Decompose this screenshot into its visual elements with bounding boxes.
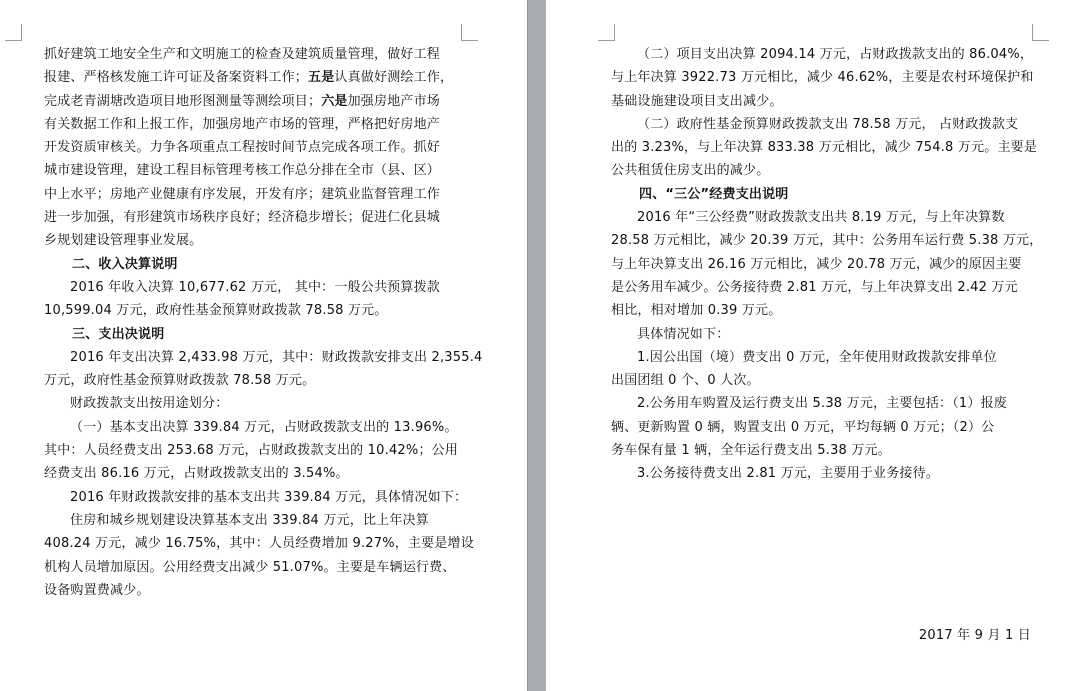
text-run: 万元，政府性基金预算财政拨款 78.58 万元。 — [44, 373, 316, 389]
text-run: 其中：人员经费支出 253.68 万元，占财政拨款支出的 10.42%；公用 — [44, 443, 459, 459]
text-run: 经费支出 86.16 万元，占财政拨款支出的 3.54%。 — [44, 466, 349, 482]
paragraph-line: （二）项目支出决算 2094.14 万元，占财政拨款支出的 86.04%， — [637, 47, 1034, 62]
section-heading: 四、“三公”经费支出说明 — [639, 186, 789, 202]
bold-text-run: 五是 — [308, 70, 335, 86]
paragraph-line — [611, 66, 1042, 89]
left-page-text — [44, 43, 483, 602]
paragraph-line: 2016 年收入决算 10,677.62 万元， 其中：一般公共预算拨款 — [70, 279, 440, 295]
document-date: 2017 年 9 月 1 日 — [918, 628, 1031, 643]
text-run: 有关数据工作和上报工作，加强房地产市场的管理，严格把好房地产 — [44, 116, 441, 132]
text-run: 开发资质审核关。力争各项重点工程按时间节点完成各项工作。抓好 — [44, 140, 441, 156]
page-corner-mark — [461, 24, 478, 41]
section-heading: 三、支出决说明 — [72, 326, 165, 342]
paragraph-line — [44, 113, 483, 136]
paragraph-line — [611, 90, 1042, 113]
paragraph-line — [44, 206, 483, 229]
document-page-right — [546, 0, 1073, 691]
paragraph-line — [611, 369, 1042, 392]
text-run: 408.24 万元，减少 16.75%，其中：人员经费增加 9.27%，主要是增设 — [44, 536, 474, 552]
paragraph-line — [44, 556, 483, 579]
paragraph-line — [44, 159, 483, 182]
text-run: 完成老青湖塘改造项目地形图测量等测绘项目； — [44, 93, 322, 109]
page-gutter — [527, 0, 547, 691]
document-page-left — [0, 0, 527, 691]
paragraph-line: 2016 年“三公经费”财政拨款支出共 8.19 万元，与上年决算数 — [637, 210, 1005, 226]
text-run: 认真做好测绘工作， — [334, 70, 454, 86]
text-run: 辆、更新购置 0 辆，购置支出 0 万元，平均每辆 0 万元；（2）公 — [611, 419, 995, 435]
paragraph-line: 2016 年支出决算 2,433.98 万元，其中：财政拨款安排支出 2,355.4 — [70, 349, 483, 365]
paragraph-line — [611, 416, 1042, 439]
bold-text-run: 六是 — [321, 93, 348, 109]
text-run: 机构人员增加原因。公用经费支出减少 51.07%。主要是车辆运行费、 — [44, 559, 456, 575]
text-run: 务车保有量 1 辆，全年运行费支出 5.38 万元。 — [611, 443, 891, 459]
paragraph-line — [611, 229, 1042, 252]
paragraph-line — [44, 183, 483, 206]
paragraph-line — [611, 276, 1042, 299]
text-run: 10,599.04 万元，政府性基金预算财政拨款 78.58 万元。 — [44, 303, 388, 319]
paragraph-line — [611, 253, 1042, 276]
paragraph-line: 具体情况如下： — [637, 326, 730, 342]
text-run: 相比，相对增加 0.39 万元。 — [611, 303, 782, 319]
paragraph-line — [44, 532, 483, 555]
paragraph-line — [44, 43, 483, 66]
page-corner-mark — [598, 24, 615, 41]
paragraph-line: 2016 年财政拨款安排的基本支出共 339.84 万元，具体情况如下： — [70, 489, 468, 505]
paragraph-line: （一）基本支出决算 339.84 万元，占财政拨款支出的 13.96%。 — [70, 419, 458, 435]
text-run: 公共租赁住房支出的减少。 — [611, 163, 770, 179]
paragraph-line: 1.因公出国（境）费支出 0 万元，全年使用财政拨款安排单位 — [637, 349, 997, 365]
paragraph-line — [44, 90, 483, 113]
paragraph-line — [44, 462, 483, 485]
text-run: 与上年决算支出 26.16 万元相比，减少 20.78 万元，减少的原因主要 — [611, 256, 1022, 272]
text-run: 基础设施建设项目支出减少。 — [611, 93, 783, 109]
right-page-text — [611, 43, 1042, 486]
paragraph-line: 3.公务接待费支出 2.81 万元，主要用于业务接待。 — [637, 466, 940, 482]
text-run: 28.58 万元相比，减少 20.39 万元，其中：公务用车运行费 5.38 万元， — [611, 233, 1043, 249]
text-run: 报建、严格核发施工许可证及备案资料工作； — [44, 70, 309, 86]
paragraph-line — [44, 136, 483, 159]
text-run: 设备购置费减少。 — [44, 582, 150, 598]
paragraph-line — [611, 159, 1042, 182]
text-run: 城市建设管理，建设工程目标管理考核工作总分排在全市（县、区） — [44, 163, 441, 179]
text-run: 加强房地产市场 — [347, 93, 441, 109]
text-run: 出的 3.23%，与上年决算 833.38 万元相比，减少 754.8 万元。主要是 — [611, 140, 1038, 156]
paragraph-line — [611, 136, 1042, 159]
paragraph-line: （二）政府性基金预算财政拨款支出 78.58 万元， 占财政拨款支 — [637, 116, 1019, 132]
text-run: 出国团组 0 个、0 人次。 — [611, 373, 760, 389]
text-run: 进一步加强，有形建筑市场秩序良好；经济稳步增长；促进仁化县城 — [44, 210, 441, 226]
page-corner-mark — [1032, 24, 1049, 41]
paragraph-line: 2.公务用车购置及运行费支出 5.38 万元，主要包括：（1）报废 — [637, 396, 1007, 412]
text-run: 与上年决算 3922.73 万元相比，减少 46.62%，主要是农村环境保护和 — [611, 70, 1034, 86]
section-heading: 二、收入决算说明 — [72, 256, 178, 272]
paragraph-line — [44, 369, 483, 392]
paragraph-line: 住房和城乡规划建设决算基本支出 339.84 万元，比上年决算 — [70, 512, 429, 528]
paragraph-line: 财政拨款支出按用途划分： — [70, 396, 229, 412]
paragraph-line — [611, 439, 1042, 462]
paragraph-line — [611, 299, 1042, 322]
text-run: 是公务用车减少。公务接待费 2.81 万元，与上年决算支出 2.42 万元 — [611, 279, 1018, 295]
paragraph-line — [44, 229, 483, 252]
paragraph-line — [44, 66, 483, 89]
page-corner-mark — [5, 24, 22, 41]
text-run: 中上水平；房地产业健康有序发展，开发有序；建筑业监督管理工作 — [44, 186, 441, 202]
text-run: 乡规划建设管理事业发展。 — [44, 233, 203, 249]
paragraph-line — [44, 439, 483, 462]
paragraph-line — [44, 299, 483, 322]
text-run: 抓好建筑工地安全生产和文明施工的检查及建筑质量管理，做好工程 — [44, 47, 441, 62]
paragraph-line — [44, 579, 483, 602]
